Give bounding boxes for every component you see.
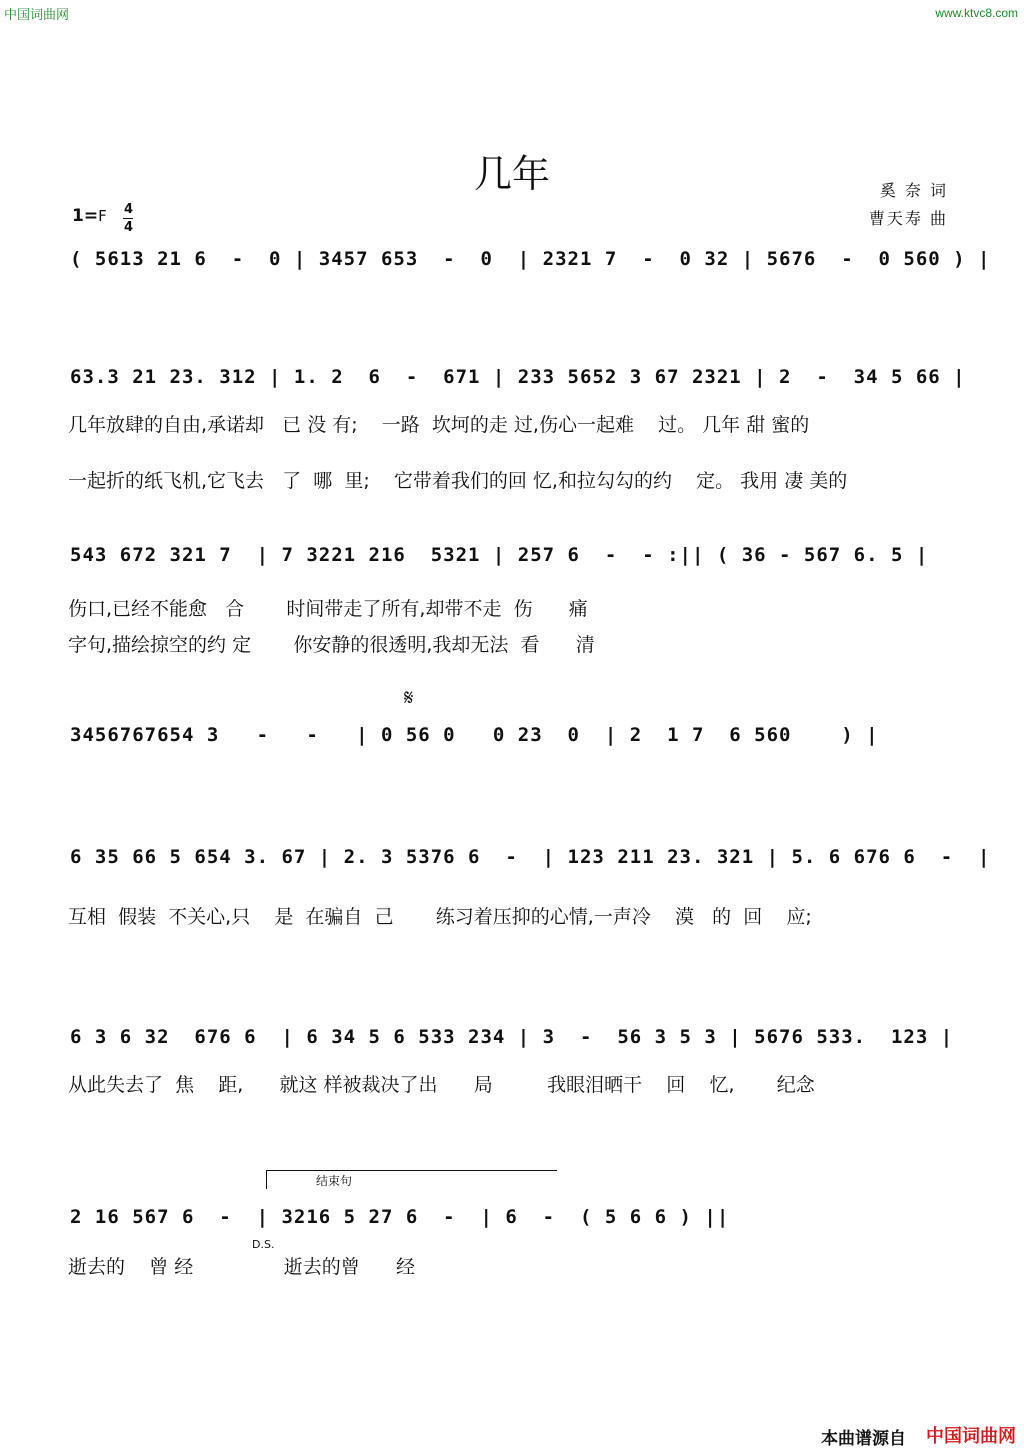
score-row-5-lyric: 互相 假装 不关心,只 是 在骗自 己 练习着压抑的心情,一声冷 漠 的 回 应;	[68, 906, 812, 928]
time-signature-top: 4	[124, 202, 134, 217]
score-row-4-notes: 3456767654 3 - - | 0 56 0 0 23 0 | 2 1 7 6 560 ) |	[70, 724, 879, 746]
score-row-3-lyric-verse-2: 字句,描绘掠空的约 定 你安静的很透明,我却无法 看 清	[68, 634, 595, 656]
score-row-5-notes: 6 35 66 5 654 3. 67 | 2. 3 5376 6 - | 123 211 23. 321 | 5. 6 676 6 - |	[70, 846, 991, 868]
dal-segno-mark: D.S.	[252, 1238, 275, 1251]
time-signature-divider	[123, 218, 133, 219]
key-signature	[72, 206, 107, 226]
score-row-6-notes: 6 3 6 32 676 6 | 6 34 5 6 533 234 | 3 - 56 3 5 3 | 5676 533. 123 |	[70, 1026, 954, 1048]
score-row-2-lyric-verse-1: 几年放肆的自由,承诺却 已 没 有; 一路 坎坷的走 过,伤心一起难 过。 几年 甜 蜜的	[68, 414, 810, 436]
score-row-2-lyric-verse-2: 一起折的纸飞机,它飞去 了 哪 里; 它带着我们的回 忆,和拉勾勾的约 定。 我用 凄 美的	[68, 470, 848, 492]
score-row-1-notes: ( 5613 21 6 - 0 | 3457 653 - 0 | 2321 7 - 0 32 | 5676 - 0 560 ) |	[70, 248, 991, 270]
composer-credit: 曹天寿 曲	[868, 209, 948, 228]
score-row-6-lyric: 从此失去了 焦 距, 就这 样被裁决了出 局 我眼泪晒干 回 忆, 纪念	[68, 1074, 815, 1096]
score-row-7-lyric: 逝去的 曾 经 逝去的曾 经	[68, 1256, 416, 1278]
ending-label: 结束句	[316, 1174, 353, 1188]
segno-sign: 𝄋	[404, 686, 414, 711]
source-note: 本曲谱源自	[821, 1429, 906, 1449]
score-row-3-notes: 543 672 321 7 | 7 3221 216 5321 | 257 6 - - :|| ( 36 - 567 6. 5 |	[70, 544, 929, 566]
song-title: 几年	[473, 152, 550, 197]
key-letter: F	[98, 207, 107, 225]
ending-bracket	[266, 1170, 557, 1189]
site-url-watermark: www.ktvc8.com	[935, 6, 1018, 20]
score-row-2-notes: 63.3 21 23. 312 | 1. 2 6 - 671 | 233 5652 3 67 2321 | 2 - 34 5 66 |	[70, 366, 966, 388]
score-row-3-lyric-verse-1: 伤口,已经不能愈 合 时间带走了所有,却带不走 伤 痛	[68, 598, 588, 620]
site-watermark-top-left: 中国词曲网	[4, 7, 70, 22]
key-prefix: 1=	[72, 206, 99, 226]
source-site-logo: 中国词曲网	[926, 1426, 1016, 1447]
time-signature-bottom: 4	[124, 220, 134, 235]
lyricist-credit: 奚 奈 词	[879, 181, 948, 200]
score-row-7-notes: 2 16 567 6 - | 3216 5 27 6 - | 6 - ( 5 6 6 ) ||	[70, 1206, 730, 1228]
